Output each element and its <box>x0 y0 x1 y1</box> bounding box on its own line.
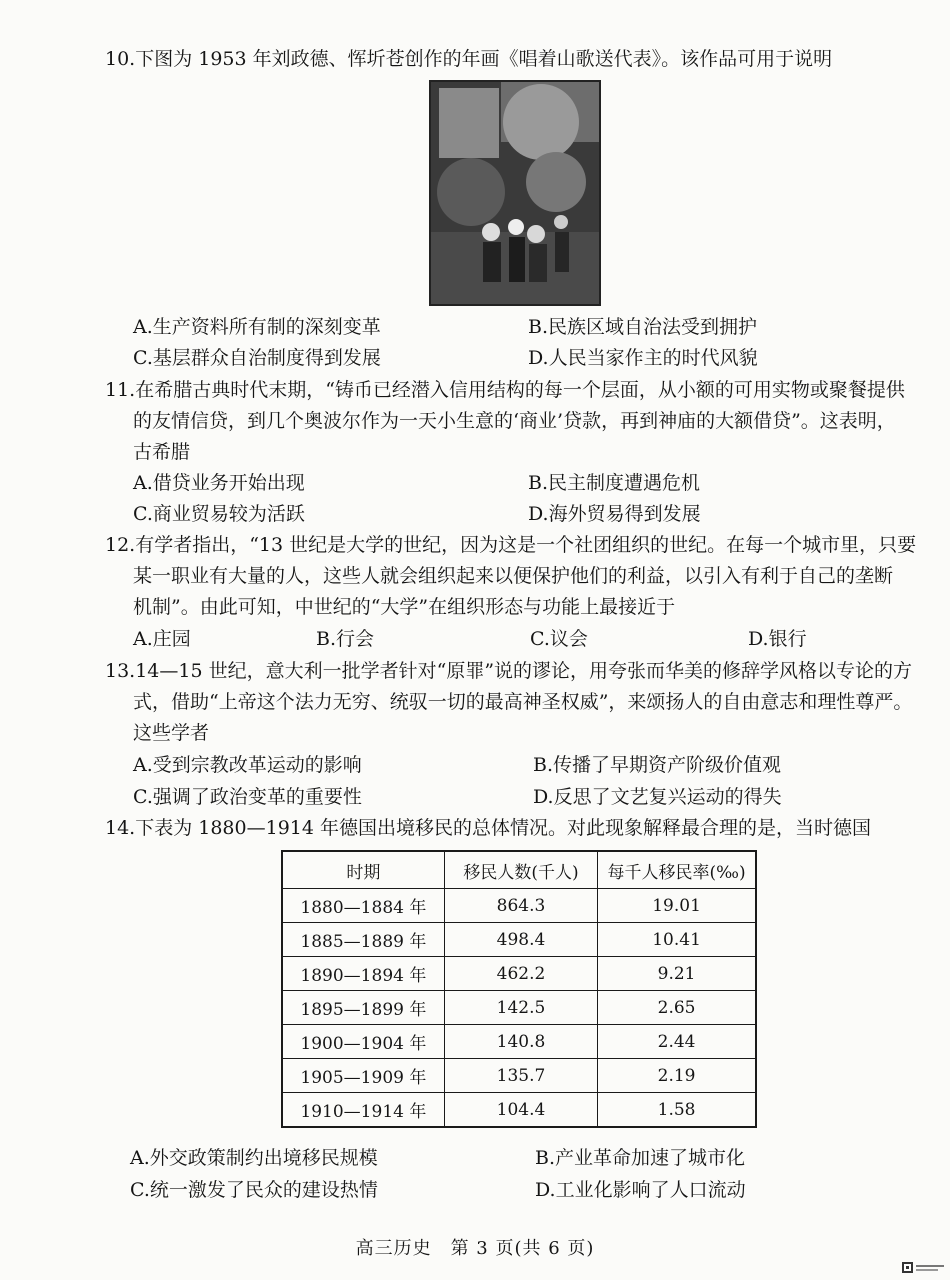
header-period: 时期 <box>282 851 444 889</box>
q10-option-b: B.民族区域自治法受到拥护 <box>528 316 758 338</box>
cell-period: 1895—1899 年 <box>282 991 444 1025</box>
q11-stem-line2: 的友情信贷，到几个奥波尔作为一天小生意的‘商业’贷款，再到神庙的大额借贷”。这表明， <box>133 410 896 432</box>
q11-option-b: B.民主制度遭遇危机 <box>528 472 701 494</box>
cell-rate: 2.44 <box>598 1025 756 1059</box>
q14-option-c: C.统一激发了民众的建设热情 <box>130 1179 378 1201</box>
cell-rate: 9.21 <box>598 957 756 991</box>
q12-option-d: D.银行 <box>748 628 807 650</box>
header-rate: 每千人移民率(‰) <box>598 851 756 889</box>
table-row <box>282 1025 756 1059</box>
q11-stem-line1: 11.在希腊古典时代末期，“铸币已经潜入信用结构的每一个层面，从小额的可用实物或聚餐提供 <box>105 379 905 401</box>
cell-period: 1900—1904 年 <box>282 1025 444 1059</box>
table-row <box>282 923 756 957</box>
q12-stem-line2: 某一职业有大量的人，这些人就会组织起来以便保护他们的利益，以引入有利于自己的垄断 <box>133 565 894 587</box>
q11-stem-line3: 古希腊 <box>133 441 191 463</box>
q11-option-a: A.借贷业务开始出现 <box>133 472 305 494</box>
q12-stem-line3: 机制”。由此可知，中世纪的“大学”在组织形态与功能上最接近于 <box>133 596 676 618</box>
cell-period: 1905—1909 年 <box>282 1059 444 1093</box>
table-row <box>282 1093 756 1128</box>
new-year-painting-image <box>429 80 601 306</box>
emigration-table <box>281 850 757 1128</box>
cell-rate: 2.65 <box>598 991 756 1025</box>
table-row <box>282 957 756 991</box>
cell-emigrants: 498.4 <box>444 923 597 957</box>
q12-option-c: C.议会 <box>530 628 588 650</box>
q11-option-c: C.商业贸易较为活跃 <box>133 503 305 525</box>
cell-rate: 1.58 <box>598 1093 756 1128</box>
cell-emigrants: 135.7 <box>444 1059 597 1093</box>
table-row <box>282 991 756 1025</box>
cell-emigrants: 462.2 <box>444 957 597 991</box>
cell-emigrants: 142.5 <box>444 991 597 1025</box>
q11-option-d: D.海外贸易得到发展 <box>528 503 701 525</box>
q13-option-b: B.传播了早期资产阶级价值观 <box>533 754 782 776</box>
watermark-qr-icon <box>902 1262 946 1274</box>
q10-stem: 10.下图为 1953 年刘政德、恽圻苍创作的年画《唱着山歌送代表》。该作品可用于说明 <box>105 48 833 70</box>
q12-option-b: B.行会 <box>316 628 375 650</box>
q13-option-a: A.受到宗教改革运动的影响 <box>133 754 362 776</box>
q14-option-a: A.外交政策制约出境移民规模 <box>130 1147 378 1169</box>
cell-emigrants: 864.3 <box>444 889 597 923</box>
table-row <box>282 889 756 923</box>
table-header-row <box>282 851 756 889</box>
cell-emigrants: 140.8 <box>444 1025 597 1059</box>
q13-stem-line2: 式，借助“上帝这个法力无穷、统驭一切的最高神圣权威”，来颂扬人的自由意志和理性尊严。 <box>133 691 913 713</box>
q13-stem-line3: 这些学者 <box>133 722 210 744</box>
cell-period: 1910—1914 年 <box>282 1093 444 1128</box>
q13-stem-line1: 13.14—15 世纪，意大利一批学者针对“原罪”说的谬论，用夸张而华美的修辞学风格以专论的方 <box>105 660 913 682</box>
q10-option-a: A.生产资料所有制的深刻变革 <box>133 316 381 338</box>
cell-rate: 10.41 <box>598 923 756 957</box>
cell-rate: 19.01 <box>598 889 756 923</box>
cell-period: 1880—1884 年 <box>282 889 444 923</box>
q13-option-d: D.反思了文艺复兴运动的得失 <box>533 786 782 808</box>
q10-option-d: D.人民当家作主的时代风貌 <box>528 347 758 369</box>
header-emigrants: 移民人数(千人) <box>444 851 597 889</box>
q13-option-c: C.强调了政治变革的重要性 <box>133 786 362 808</box>
q12-stem-line1: 12.有学者指出，“13 世纪是大学的世纪，因为这是一个社团组织的世纪。在每一个城市里，只要 <box>105 534 917 556</box>
q14-stem: 14.下表为 1880—1914 年德国出境移民的总体情况。对此现象解释最合理的是，当时德国 <box>105 817 872 839</box>
page-footer: 高三历史 第 3 页(共 6 页) <box>355 1238 595 1259</box>
cell-period: 1885—1889 年 <box>282 923 444 957</box>
cell-period: 1890—1894 年 <box>282 957 444 991</box>
q14-option-b: B.产业革命加速了城市化 <box>535 1147 746 1169</box>
q12-option-a: A.庄园 <box>133 628 191 650</box>
table-row <box>282 1059 756 1093</box>
cell-rate: 2.19 <box>598 1059 756 1093</box>
q10-option-c: C.基层群众自治制度得到发展 <box>133 347 381 369</box>
cell-emigrants: 104.4 <box>444 1093 597 1128</box>
q14-option-d: D.工业化影响了人口流动 <box>535 1179 746 1201</box>
